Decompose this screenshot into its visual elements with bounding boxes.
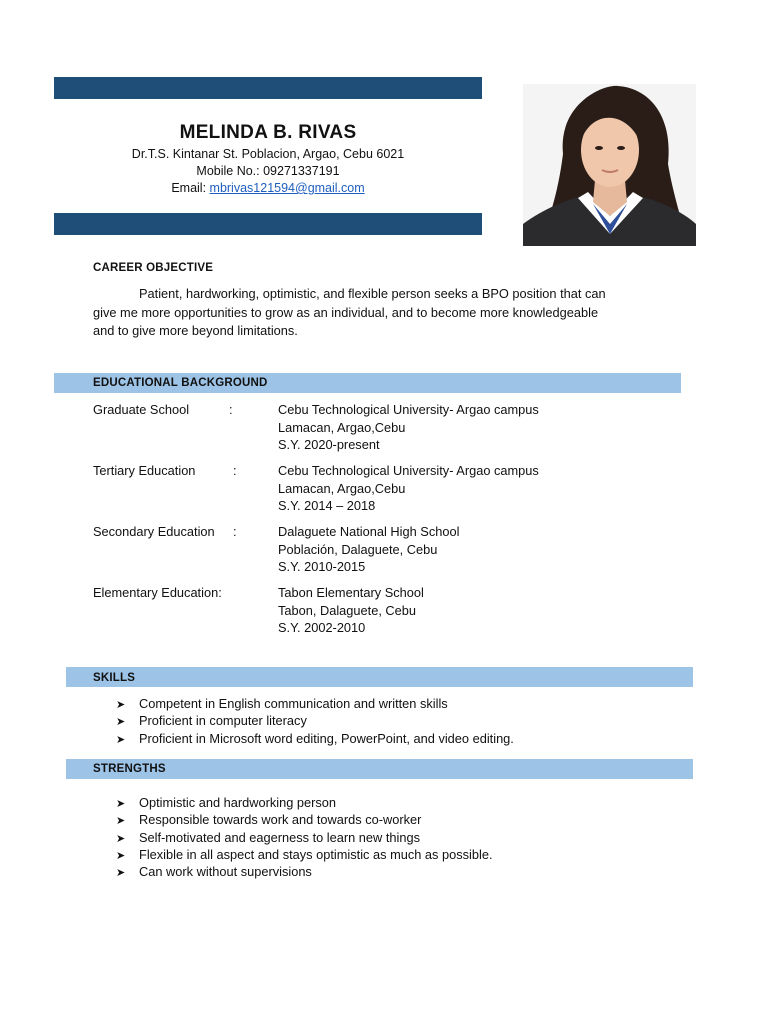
education-details bbox=[278, 401, 539, 454]
arrowhead-bullet-icon: ➤ bbox=[116, 716, 126, 729]
email-label: Email: bbox=[171, 181, 210, 195]
school-name: Tabon Elementary School bbox=[278, 585, 424, 600]
list-item: ➤ Flexible in all aspect and stays optimistic as much as possible. bbox=[116, 847, 493, 864]
school-name: Cebu Technological University- Argao campus bbox=[278, 463, 539, 478]
strengths-list bbox=[116, 795, 493, 881]
education-label: Graduate School bbox=[93, 402, 190, 417]
arrowhead-bullet-icon: ➤ bbox=[116, 867, 126, 880]
header-bottom-bar bbox=[54, 213, 482, 235]
school-year: S.Y. 2020-present bbox=[278, 437, 380, 452]
school-name: Dalaguete National High School bbox=[278, 524, 460, 539]
arrowhead-bullet-icon: ➤ bbox=[116, 798, 126, 810]
applicant-name: MELINDA B. RIVAS bbox=[179, 122, 357, 143]
career-line-3: and to give more beyond limitations. bbox=[93, 323, 298, 338]
list-item: ➤ Competent in English communication and written skills bbox=[116, 696, 514, 713]
arrowhead-bullet-icon: ➤ bbox=[116, 832, 126, 845]
header-top-bar bbox=[54, 77, 482, 99]
strengths-heading: STRENGTHS bbox=[93, 763, 166, 775]
school-place: Tabon, Dalaguete, Cebu bbox=[278, 602, 417, 618]
school-place: Lamacan, Argao,Cebu bbox=[278, 419, 406, 435]
mobile-number: Mobile No.: 09271337191 bbox=[196, 164, 340, 178]
email-link[interactable]: mbrivas121594@gmail.com bbox=[209, 181, 365, 195]
skills-section-bar bbox=[66, 667, 693, 687]
school-place: Lamacan, Argao,Cebu bbox=[278, 480, 406, 496]
education-colon: : bbox=[229, 402, 233, 417]
arrowhead-bullet-icon: ➤ bbox=[116, 815, 126, 828]
arrowhead-bullet-icon: ➤ bbox=[116, 699, 126, 711]
education-heading: EDUCATIONAL BACKGROUND bbox=[93, 377, 268, 389]
skills-heading: SKILLS bbox=[93, 672, 136, 684]
profile-photo bbox=[523, 84, 696, 246]
list-item: ➤ Responsible towards work and towards co-worker bbox=[116, 812, 493, 829]
skills-list bbox=[116, 696, 514, 748]
list-item: ➤ Optimistic and hardworking person bbox=[116, 795, 493, 812]
education-label: Tertiary Education bbox=[93, 463, 196, 478]
address: Dr.T.S. Kintanar St. Poblacion, Argao, Cebu 6021 bbox=[131, 147, 405, 161]
education-details bbox=[278, 523, 459, 576]
education-label: Secondary Education bbox=[93, 524, 215, 539]
education-colon: : bbox=[233, 463, 237, 478]
school-name: Cebu Technological University- Argao campus bbox=[278, 402, 539, 417]
email-line bbox=[54, 180, 482, 197]
education-label: Elementary Education: bbox=[93, 585, 222, 600]
career-line-1: Patient, hardworking, optimistic, and flexible person seeks a BPO position that can bbox=[139, 286, 606, 301]
school-year: S.Y. 2014 – 2018 bbox=[278, 498, 376, 513]
school-year: S.Y. 2002-2010 bbox=[278, 620, 366, 635]
list-item: ➤ Proficient in Microsoft word editing, PowerPoint, and video editing. bbox=[116, 731, 514, 748]
school-place: Población, Dalaguete, Cebu bbox=[278, 541, 438, 557]
career-objective-text bbox=[93, 285, 673, 341]
education-colon: : bbox=[233, 524, 237, 539]
list-item: ➤ Can work without supervisions bbox=[116, 864, 493, 881]
career-objective-heading: CAREER OBJECTIVE bbox=[93, 262, 214, 274]
list-item: ➤ Self-motivated and eagerness to learn new things bbox=[116, 830, 493, 847]
list-item: ➤ Proficient in computer literacy bbox=[116, 713, 514, 730]
school-year: S.Y. 2010-2015 bbox=[278, 559, 366, 574]
contact-header bbox=[54, 120, 482, 197]
education-details bbox=[278, 462, 539, 515]
arrowhead-bullet-icon: ➤ bbox=[116, 849, 126, 862]
arrowhead-bullet-icon: ➤ bbox=[116, 733, 126, 746]
education-details bbox=[278, 584, 424, 637]
career-line-2: give me more opportunities to grow as an individual, and to become more knowledgeable bbox=[93, 304, 599, 320]
